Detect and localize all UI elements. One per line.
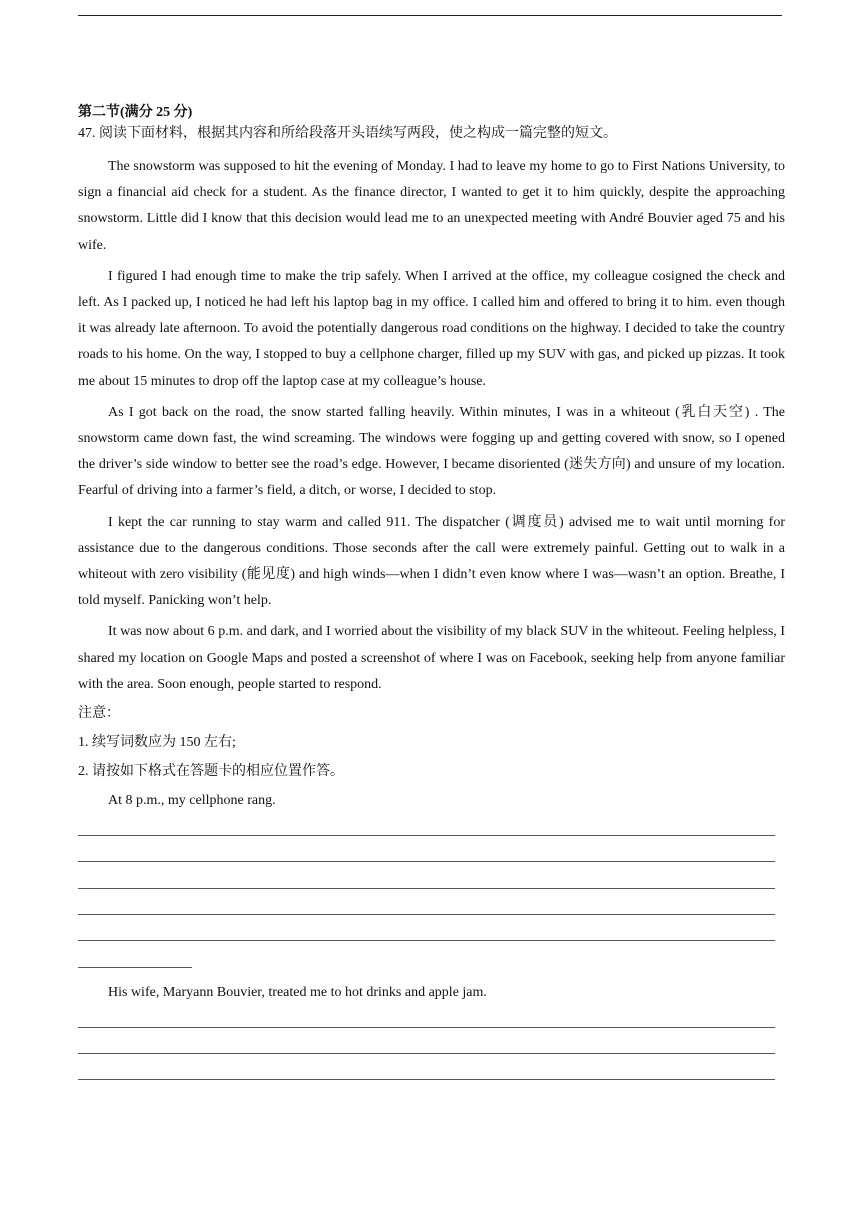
- header-rule: [78, 15, 782, 16]
- note-item-1: 1. 续写词数应为 150 左右;: [78, 735, 236, 751]
- answer-lines-2: [78, 1027, 785, 1081]
- answer-line: [78, 1053, 775, 1054]
- answer-line-short: [78, 967, 192, 968]
- answer-line: [78, 861, 775, 862]
- note-item-2: 2. 请按如下格式在答题卡的相应位置作答。: [78, 764, 344, 780]
- answer-line: [78, 1079, 775, 1080]
- answer-line: [78, 1027, 775, 1028]
- section-title: 第二节(满分 25 分): [78, 105, 193, 120]
- answer-line: [78, 835, 775, 836]
- answer-line: [78, 914, 775, 915]
- answer-line: [78, 940, 775, 941]
- passage-paragraph-4: I kept the car running to stay warm and called 911. The dispatcher (调度员) advised me to wait until morning for assistance due to the dangerous conditions. Those seconds after the call were extremely painful. Getting out to walk in a whiteout with zero visibility (能见度) and high winds—when I didn’t even know where I was—wasn’t an option. Breathe, I told myself. Panicking won’t help.: [78, 514, 785, 609]
- task-instruction: 47. 阅读下面材料，根据其内容和所给段落开头语续写两段，使之构成一篇完整的短文。: [78, 126, 617, 141]
- passage-paragraph-3: As I got back on the road, the snow started falling heavily. Within minutes, I was in a whiteout (乳白天空) . The snowstorm came down fast, the wind screaming. The windows were fogging up and getting covered with snow, so I opened the driver’s side window to better see the road’s edge. However, I became disoriented (迷失方向) and unsure of my location. Fearful of driving into a farmer’s field, a ditch, or worse, I decided to stop.: [78, 404, 785, 499]
- paragraph-opener-1: At 8 p.m., my cellphone rang.: [108, 793, 276, 809]
- notes-heading: 注意：: [78, 706, 120, 722]
- exam-section: [78, 103, 785, 1106]
- passage-paragraph-5: It was now about 6 p.m. and dark, and I worried about the visibility of my black SUV in the whiteout. Feeling helpless, I shared my location on Google Maps and posted a screenshot of where I was on Facebook, seeking help from anyone familiar with the area. Soon enough, people started to respond.: [78, 624, 785, 692]
- answer-lines-1: [78, 835, 785, 967]
- answer-line: [78, 888, 775, 889]
- passage-paragraph-2: I figured I had enough time to make the trip safely. When I arrived at the office, my colleague cosigned the check and left. As I packed up, I noticed he had left his laptop bag in my office. I called him and offered to bring it to him. even though it was already late afternoon. To avoid the potentially dangerous road conditions on the highway. I decided to take the country roads to his home. On the way, I stopped to buy a cellphone charger, filled up my SUV with gas, and picked up pizzas. It took me about 15 minutes to drop off the laptop case at my colleague’s house.: [78, 268, 785, 389]
- paragraph-opener-2: His wife, Maryann Bouvier, treated me to hot drinks and apple jam.: [108, 984, 487, 1000]
- passage-paragraph-1: The snowstorm was supposed to hit the evening of Monday. I had to leave my home to go to First Nations University, to sign a financial aid check for a student. As the finance director, I wanted to get it to him quickly, despite the approaching snowstorm. Little did I know that this decision would lead me to an unexpected meeting with André Bouvier aged 75 and his wife.: [78, 159, 785, 253]
